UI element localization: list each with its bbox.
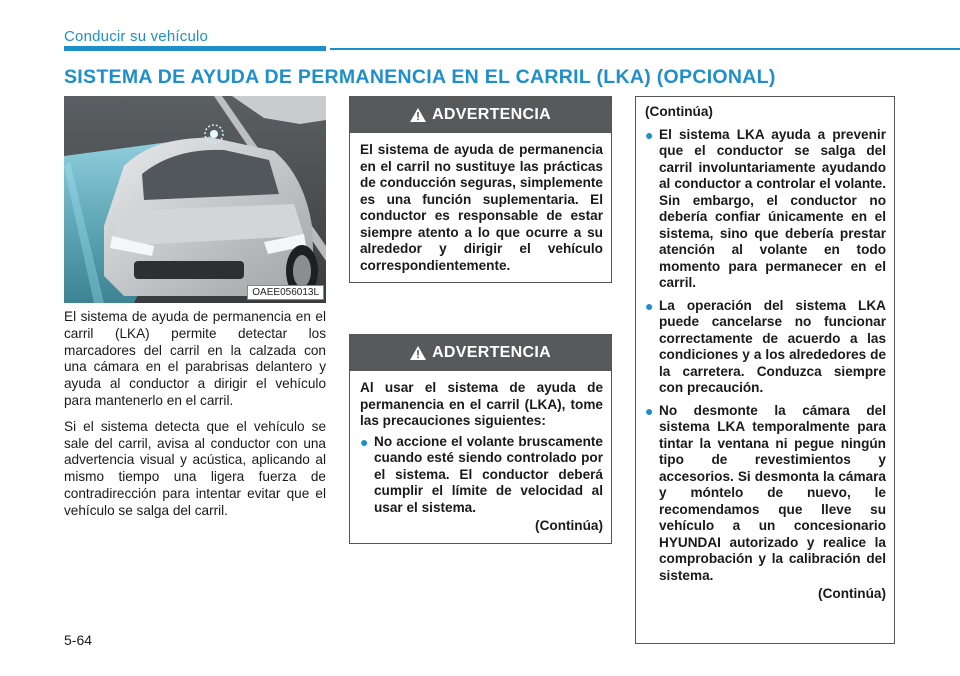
figure-code: OAEE056013L [247, 285, 324, 300]
left-column-text [64, 309, 326, 529]
section-label: Conducir su vehículo [64, 28, 209, 45]
warning-label-2: ADVERTENCIA [432, 344, 551, 361]
detection-paragraph: Si el sistema detecta que el vehículo se sale del carril, avisa al conductor con una advertencia visual y acústica, aplicando al mismo tiempo una ligera fuerza de contradirección para intentar evitar que el vehículo se salga del carril. [64, 418, 326, 518]
warning-box-1 [349, 96, 612, 283]
continued-label-top: (Continúa) [645, 104, 713, 119]
page-number: 5-64 [64, 632, 93, 648]
bullet-text: No accione el volante bruscamente cuando esté siendo controlado por el sistema. El conductor deberá cumplir el límite de velocidad al usar el sistema. [374, 433, 603, 515]
continued-label-bottom: (Continúa) [818, 586, 886, 601]
list-item [645, 127, 886, 292]
warning-box-2 [349, 334, 612, 544]
bullet-text: No desmonte la cámara del sistema LKA temporalmente para tintar la ventana ni pegue ningún tipo de revestimientos y accesorios. Si desmonta la cámara y móntelo de nuevo, le recomendamos que lleve su vehículo a un concesionario HYUNDAI autorizado y realice la comprobación y la calibración del sistema. [659, 402, 886, 583]
warning-intro-2: Al usar el sistema de ayuda de permanencia en el carril (LKA), tome las precauciones siguientes: [360, 380, 603, 428]
bullet-text: La operación del sistema LKA puede cancelarse no funcionar correctamente de acuerdo a las condiciones y a los alrededores de la carretera. Conduzca siempre con precaución. [659, 297, 886, 395]
page-title: SISTEMA DE AYUDA DE PERMANENCIA EN EL CARRIL (LKA) (OPCIONAL) [64, 66, 776, 88]
bullet-text: El sistema LKA ayuda a prevenir que el conductor se salga del carril involuntariamente ayudando al conductor a controlar el volante. Sin embargo, el conductor no debería confiar únicamente en el sistema, sino que debería prestar atención al volante en todo momento para permanecer en el carril. [659, 126, 886, 290]
intro-paragraph: El sistema de ayuda de permanencia en el carril (LKA) permite detectar los marcadores del carril en la calzada con una cámara en el parabrisas delantero y ayuda al conductor a dirigir el vehículo para mantenerlo en el carril. [64, 309, 326, 408]
warning-continued-box [635, 96, 895, 644]
warning-text-1: El sistema de ayuda de permanencia en el carril no sustituye las prácticas de conducción seguras, simplemente es una función suplementaria. El conductor es responsable de estar siempre atento a lo que ocurre a su alrededor y dirigir el vehículo correspondientemente. [360, 142, 603, 273]
bullet-icon: ● [645, 297, 654, 314]
warning-header-2 [350, 335, 611, 371]
warning-triangle-icon [410, 346, 426, 360]
bullet-icon: ● [645, 126, 654, 143]
bullet-icon: ● [360, 433, 369, 450]
continued-label: (Continúa) [535, 518, 603, 533]
list-item [360, 434, 603, 517]
warning-label-1: ADVERTENCIA [432, 106, 551, 123]
car-camera-illustration [64, 96, 326, 303]
bullet-icon: ● [645, 402, 654, 419]
header-rule-thick [64, 46, 326, 51]
warning-triangle-icon [410, 108, 426, 122]
lka-illustration [64, 96, 326, 303]
header-rule-thin [330, 48, 960, 50]
list-item [645, 298, 886, 397]
warning-header-1 [350, 97, 611, 133]
list-item [645, 403, 886, 585]
